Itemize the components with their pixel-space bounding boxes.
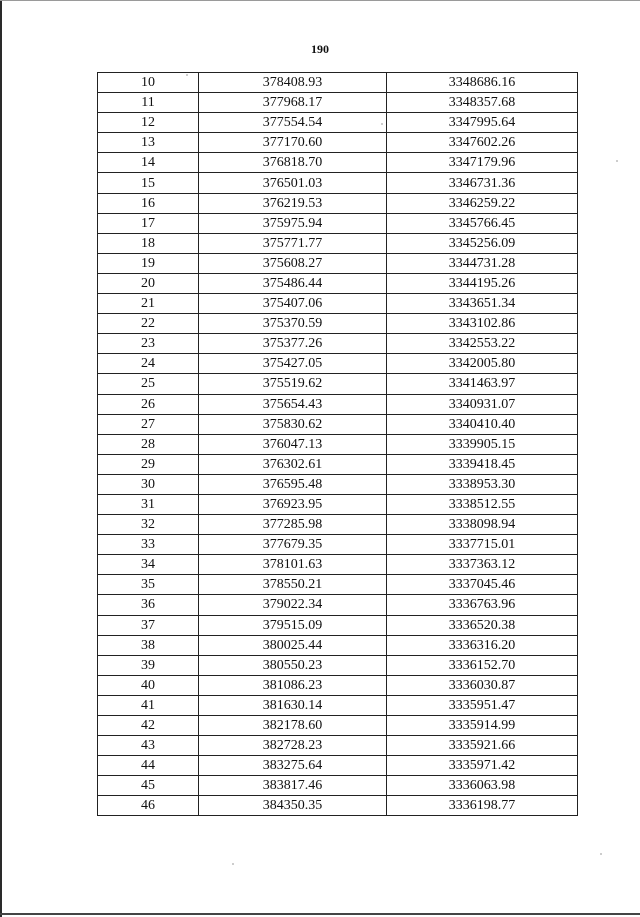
- point-number-cell: 12: [98, 113, 199, 133]
- scan-speck: [381, 123, 383, 125]
- table-row: [98, 213, 578, 233]
- table-row: [98, 454, 578, 474]
- x-coordinate-cell: 375771.77: [199, 233, 387, 253]
- table-row: [98, 113, 578, 133]
- table-row: [98, 474, 578, 494]
- y-coordinate-cell: 3347995.64: [387, 113, 578, 133]
- x-coordinate-cell: 376219.53: [199, 193, 387, 213]
- point-number-cell: 16: [98, 193, 199, 213]
- x-coordinate-cell: 375654.43: [199, 394, 387, 414]
- table-row: [98, 635, 578, 655]
- y-coordinate-cell: 3339905.15: [387, 434, 578, 454]
- point-number-cell: 20: [98, 273, 199, 293]
- y-coordinate-cell: 3343651.34: [387, 294, 578, 314]
- y-coordinate-cell: 3337715.01: [387, 535, 578, 555]
- x-coordinate-cell: 381630.14: [199, 695, 387, 715]
- table-row: [98, 153, 578, 173]
- x-coordinate-cell: 376818.70: [199, 153, 387, 173]
- point-number-cell: 34: [98, 555, 199, 575]
- y-coordinate-cell: 3347602.26: [387, 133, 578, 153]
- x-coordinate-cell: 380550.23: [199, 655, 387, 675]
- x-coordinate-cell: 375377.26: [199, 334, 387, 354]
- x-coordinate-cell: 379022.34: [199, 595, 387, 615]
- point-number-cell: 37: [98, 615, 199, 635]
- coordinate-table-body: [98, 73, 578, 816]
- table-row: [98, 173, 578, 193]
- table-row: [98, 796, 578, 816]
- y-coordinate-cell: 3336316.20: [387, 635, 578, 655]
- point-number-cell: 31: [98, 494, 199, 514]
- y-coordinate-cell: 3347179.96: [387, 153, 578, 173]
- x-coordinate-cell: 376923.95: [199, 494, 387, 514]
- y-coordinate-cell: 3337363.12: [387, 555, 578, 575]
- y-coordinate-cell: 3340931.07: [387, 394, 578, 414]
- point-number-cell: 45: [98, 776, 199, 796]
- x-coordinate-cell: 383817.46: [199, 776, 387, 796]
- point-number-cell: 36: [98, 595, 199, 615]
- table-row: [98, 434, 578, 454]
- y-coordinate-cell: 3336520.38: [387, 615, 578, 635]
- x-coordinate-cell: 377170.60: [199, 133, 387, 153]
- x-coordinate-cell: 375975.94: [199, 213, 387, 233]
- point-number-cell: 40: [98, 675, 199, 695]
- point-number-cell: 30: [98, 474, 199, 494]
- table-row: [98, 695, 578, 715]
- y-coordinate-cell: 3339418.45: [387, 454, 578, 474]
- x-coordinate-cell: 376595.48: [199, 474, 387, 494]
- point-number-cell: 46: [98, 796, 199, 816]
- x-coordinate-cell: 375830.62: [199, 414, 387, 434]
- table-row: [98, 716, 578, 736]
- y-coordinate-cell: 3336763.96: [387, 595, 578, 615]
- scan-speck: [186, 74, 188, 76]
- x-coordinate-cell: 378550.21: [199, 575, 387, 595]
- scan-speck: [616, 160, 618, 162]
- table-row: [98, 314, 578, 334]
- table-row: [98, 93, 578, 113]
- table-row: [98, 736, 578, 756]
- table-row: [98, 374, 578, 394]
- point-number-cell: 38: [98, 635, 199, 655]
- y-coordinate-cell: 3338953.30: [387, 474, 578, 494]
- table-row: [98, 575, 578, 595]
- x-coordinate-cell: 377285.98: [199, 515, 387, 535]
- table-row: [98, 193, 578, 213]
- x-coordinate-cell: 382178.60: [199, 716, 387, 736]
- x-coordinate-cell: 378408.93: [199, 73, 387, 93]
- y-coordinate-cell: 3338512.55: [387, 494, 578, 514]
- y-coordinate-cell: 3345256.09: [387, 233, 578, 253]
- y-coordinate-cell: 3348357.68: [387, 93, 578, 113]
- table-row: [98, 73, 578, 93]
- point-number-cell: 39: [98, 655, 199, 675]
- y-coordinate-cell: 3337045.46: [387, 575, 578, 595]
- x-coordinate-cell: 376047.13: [199, 434, 387, 454]
- table-row: [98, 555, 578, 575]
- point-number-cell: 21: [98, 294, 199, 314]
- y-coordinate-cell: 3335914.99: [387, 716, 578, 736]
- point-number-cell: 23: [98, 334, 199, 354]
- x-coordinate-cell: 375407.06: [199, 294, 387, 314]
- x-coordinate-cell: 380025.44: [199, 635, 387, 655]
- y-coordinate-cell: 3336063.98: [387, 776, 578, 796]
- table-row: [98, 233, 578, 253]
- point-number-cell: 42: [98, 716, 199, 736]
- point-number-cell: 14: [98, 153, 199, 173]
- y-coordinate-cell: 3341463.97: [387, 374, 578, 394]
- table-row: [98, 776, 578, 796]
- table-row: [98, 515, 578, 535]
- y-coordinate-cell: 3336152.70: [387, 655, 578, 675]
- x-coordinate-cell: 379515.09: [199, 615, 387, 635]
- table-row: [98, 615, 578, 635]
- point-number-cell: 25: [98, 374, 199, 394]
- table-row: [98, 595, 578, 615]
- point-number-cell: 15: [98, 173, 199, 193]
- y-coordinate-cell: 3335971.42: [387, 756, 578, 776]
- table-row: [98, 756, 578, 776]
- point-number-cell: 17: [98, 213, 199, 233]
- point-number-cell: 35: [98, 575, 199, 595]
- point-number-cell: 44: [98, 756, 199, 776]
- x-coordinate-cell: 375608.27: [199, 253, 387, 273]
- x-coordinate-cell: 384350.35: [199, 796, 387, 816]
- x-coordinate-cell: 375427.05: [199, 354, 387, 374]
- y-coordinate-cell: 3345766.45: [387, 213, 578, 233]
- x-coordinate-cell: 377968.17: [199, 93, 387, 113]
- y-coordinate-cell: 3346731.36: [387, 173, 578, 193]
- point-number-cell: 43: [98, 736, 199, 756]
- page-edge-left: [0, 0, 2, 917]
- y-coordinate-cell: 3348686.16: [387, 73, 578, 93]
- table-row: [98, 253, 578, 273]
- page-number: 190: [311, 42, 329, 56]
- table-row: [98, 535, 578, 555]
- y-coordinate-cell: 3340410.40: [387, 414, 578, 434]
- x-coordinate-cell: 375519.62: [199, 374, 387, 394]
- y-coordinate-cell: 3335921.66: [387, 736, 578, 756]
- y-coordinate-cell: 3342553.22: [387, 334, 578, 354]
- y-coordinate-cell: 3338098.94: [387, 515, 578, 535]
- x-coordinate-cell: 382728.23: [199, 736, 387, 756]
- x-coordinate-cell: 378101.63: [199, 555, 387, 575]
- point-number-cell: 41: [98, 695, 199, 715]
- table-row: [98, 133, 578, 153]
- y-coordinate-cell: 3344731.28: [387, 253, 578, 273]
- page-edge-bottom: [0, 913, 640, 915]
- y-coordinate-cell: 3346259.22: [387, 193, 578, 213]
- table-row: [98, 294, 578, 314]
- x-coordinate-cell: 376501.03: [199, 173, 387, 193]
- x-coordinate-cell: 383275.64: [199, 756, 387, 776]
- point-number-cell: 19: [98, 253, 199, 273]
- table-row: [98, 494, 578, 514]
- point-number-cell: 32: [98, 515, 199, 535]
- y-coordinate-cell: 3335951.47: [387, 695, 578, 715]
- table-row: [98, 273, 578, 293]
- scan-speck: [232, 863, 234, 865]
- point-number-cell: 29: [98, 454, 199, 474]
- point-number-cell: 33: [98, 535, 199, 555]
- x-coordinate-cell: 377679.35: [199, 535, 387, 555]
- y-coordinate-cell: 3336030.87: [387, 675, 578, 695]
- scan-speck: [600, 853, 602, 855]
- point-number-cell: 27: [98, 414, 199, 434]
- table-row: [98, 414, 578, 434]
- x-coordinate-cell: 375486.44: [199, 273, 387, 293]
- y-coordinate-cell: 3344195.26: [387, 273, 578, 293]
- table-row: [98, 354, 578, 374]
- x-coordinate-cell: 381086.23: [199, 675, 387, 695]
- x-coordinate-cell: 377554.54: [199, 113, 387, 133]
- table-row: [98, 655, 578, 675]
- x-coordinate-cell: 375370.59: [199, 314, 387, 334]
- table-row: [98, 394, 578, 414]
- page-edge-top: [0, 0, 640, 1]
- x-coordinate-cell: 376302.61: [199, 454, 387, 474]
- table-row: [98, 334, 578, 354]
- point-number-cell: 11: [98, 93, 199, 113]
- point-number-cell: 26: [98, 394, 199, 414]
- point-number-cell: 10: [98, 73, 199, 93]
- point-number-cell: 24: [98, 354, 199, 374]
- coordinate-table: [97, 72, 578, 816]
- table-row: [98, 675, 578, 695]
- point-number-cell: 28: [98, 434, 199, 454]
- y-coordinate-cell: 3336198.77: [387, 796, 578, 816]
- point-number-cell: 22: [98, 314, 199, 334]
- y-coordinate-cell: 3342005.80: [387, 354, 578, 374]
- point-number-cell: 18: [98, 233, 199, 253]
- y-coordinate-cell: 3343102.86: [387, 314, 578, 334]
- point-number-cell: 13: [98, 133, 199, 153]
